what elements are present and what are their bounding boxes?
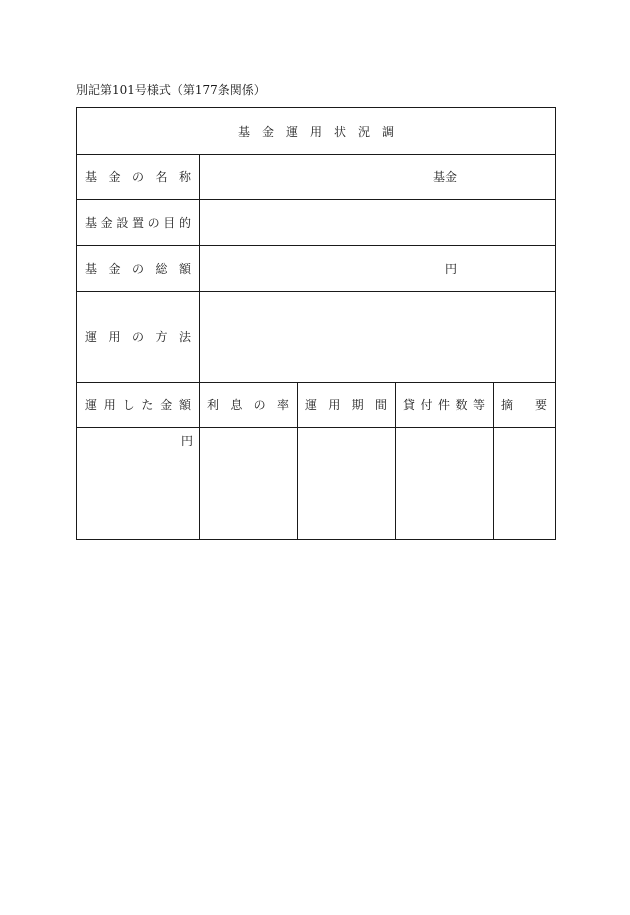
label-char: 金 bbox=[108, 170, 121, 184]
label-char: 基 bbox=[85, 170, 98, 184]
label-char: し bbox=[122, 398, 135, 412]
label-char: 金 bbox=[160, 398, 173, 412]
label-char: 摘 bbox=[501, 398, 514, 412]
fund-total-unit: 円 bbox=[445, 262, 458, 276]
label-char: 基 bbox=[85, 215, 98, 230]
header-interest-rate bbox=[199, 382, 297, 427]
label-char: の bbox=[253, 398, 266, 412]
form-title-cell bbox=[77, 108, 555, 154]
label-char: 設 bbox=[116, 215, 129, 230]
form-caption: 別記第101号様式（第177条関係） bbox=[76, 83, 266, 97]
fund-name-label bbox=[77, 154, 199, 199]
operation-method-label bbox=[77, 291, 199, 382]
label-char: 付 bbox=[420, 398, 433, 412]
label-char: 要 bbox=[534, 398, 547, 412]
label-char: 的 bbox=[178, 215, 191, 230]
label-char: 用 bbox=[103, 398, 116, 412]
label-char: 金 bbox=[100, 215, 113, 230]
label-char: 運 bbox=[85, 398, 98, 412]
header-remarks bbox=[493, 382, 555, 427]
label-char: の bbox=[131, 330, 144, 344]
label-char: 金 bbox=[108, 261, 121, 276]
label-char: 用 bbox=[328, 398, 341, 412]
header-period bbox=[297, 382, 395, 427]
label-char: 息 bbox=[230, 398, 243, 412]
label-char: 運 bbox=[85, 330, 98, 344]
label-char: 名 bbox=[155, 170, 168, 184]
label-char: 運 bbox=[305, 398, 318, 412]
label-char: 貸 bbox=[403, 398, 416, 412]
label-char: 数 bbox=[455, 398, 468, 412]
amount-unit: 円 bbox=[181, 434, 194, 448]
label-char: 置 bbox=[131, 215, 144, 230]
label-char: 等 bbox=[472, 398, 485, 412]
fund-status-form bbox=[76, 107, 556, 540]
label-column-divider bbox=[199, 154, 200, 540]
row-divider bbox=[77, 427, 555, 428]
fund-total-label bbox=[77, 245, 199, 291]
header-loan-count bbox=[395, 382, 493, 427]
label-char: の bbox=[147, 215, 160, 230]
fund-purpose-label bbox=[77, 199, 199, 245]
label-char: 方 bbox=[155, 330, 168, 344]
label-char: た bbox=[141, 398, 154, 412]
label-char: 基 bbox=[85, 261, 98, 276]
label-char: 用 bbox=[108, 330, 121, 344]
label-char: 称 bbox=[178, 170, 191, 184]
label-char: 目 bbox=[163, 215, 176, 230]
label-char: 期 bbox=[351, 398, 364, 412]
label-char: 間 bbox=[374, 398, 387, 412]
label-char: 率 bbox=[276, 398, 289, 412]
label-char: の bbox=[131, 170, 144, 184]
label-char: 額 bbox=[178, 261, 191, 276]
label-char: の bbox=[131, 261, 144, 276]
header-amount bbox=[77, 382, 199, 427]
label-char: 利 bbox=[207, 398, 220, 412]
label-char: 件 bbox=[437, 398, 450, 412]
fund-name-value: 基金 bbox=[433, 170, 458, 184]
label-char: 額 bbox=[178, 398, 191, 412]
form-title: 基金運用状況調 bbox=[237, 124, 406, 139]
label-char: 総 bbox=[155, 261, 168, 276]
label-char: 法 bbox=[178, 330, 191, 344]
